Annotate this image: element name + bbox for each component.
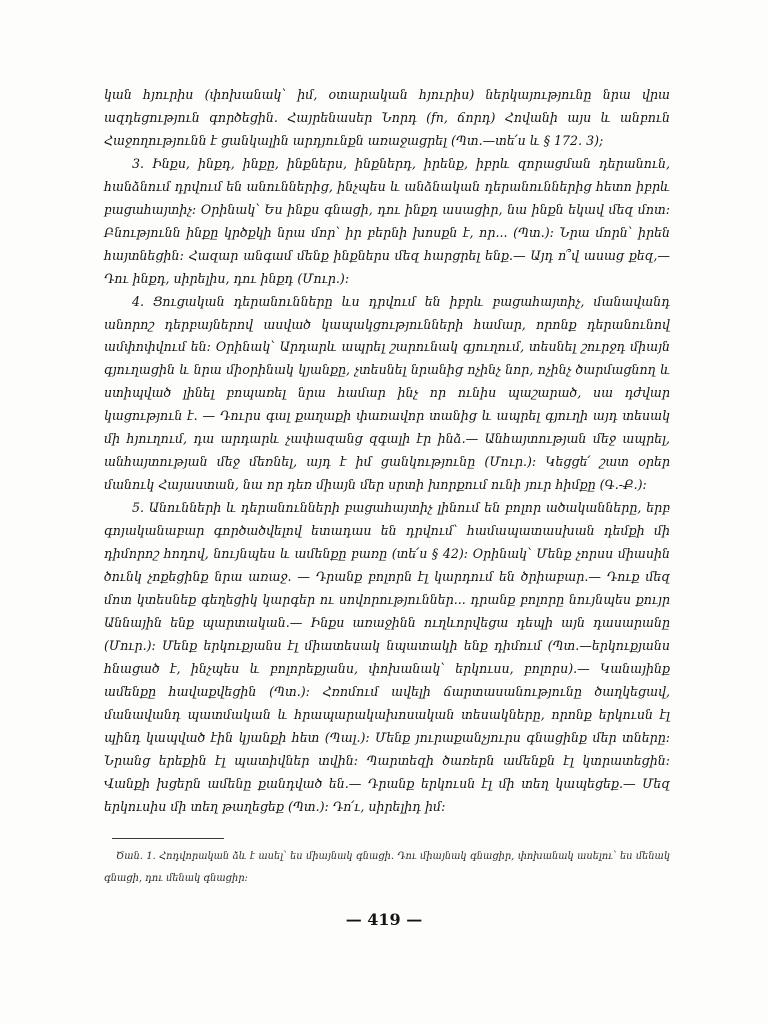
paragraph-3: 3. Ինքս, ինքդ, ինքը, ինքներս, ինքներդ, իրենք, իբրև զորացման դերանուն, հանձնում դրվում են անուններից, ինչպես և անձնական դերանուններից հետո իբրև բացահայտիչ: Օրինակ՝ Ես ինքս գնացի, դու ինքդ ասացիր, նա ինքն եկավ մեզ մոտ: Բնությունն ինքը կրծքկի նրա մոր՝ իր բերնի խոսքն է, որ... (Պտ.): Նրա մորն՝ իրեն հայտնեցին: Հազար անգամ մենք ինքներս մեզ հարցրել ենք.— Այդ ո՞վ ասաց քեզ,— Դու ինքդ, սիրելիս, դու ինքդ (Մուր.): — [104, 155, 670, 286]
paragraph-5: 5. Անունների և դերանունների բացահայտիչ լինում են բոլոր ածականները, երբ գոյականաբար գործածվելով ետադաս են դրվում՝ համապատասխան դեմքի մի դիմորոշ հոդով, նույնպես և ամենքը բառը (տե՛ս § 42): Օրինակ՝ Մենք չորսս միասին ծունկ չոքեցինք նրա առաջ. — Դրանք բոլորն էլ կարդում են ծրիաբար.— Դուք մեզ մոտ կտեսնեք գեղեցիկ կարգեր ու սովորություններ... դրանք բոլորը նույնպես քույր Աննային ենք պարտական.— Ինքս առաջինն ուղևորվեցա դեպի այն դասարանը (Մուր.): Մենք երկուքյանս էլ միատեսակ նպատակի ենք դիմում (Պտ.—երկուքյանս հնացած է, ինչպես և բոլորեքյանս, փոխանակ՝ երկուսս, բոլորս).— Կանայինք ամենքը հավաքվեցին (Պտ.): Հռոմում ավելի ճարտասանությունը ծաղկեցավ, մանավանդ պատմական և հրապարակախոսական տեսակները, որոնք երկուսն էլ պինդ կապված էին կյանքի հետ (Պալ.): Մենք յուրաքանչյուրս գնացինք մեր տները: Նրանց երեքին էլ պատիվներ տվին: Պարտեզի ծառերն ամենքն էլ կտրատեցին: Վանքի խցերն ամենը քանդված են.— Դրանք երկուսն էլ մի տեղ կապեցեք.— Մեզ երկուսիս մի տեղ թաղեցեք (Պտ.): Դո՛ւ, սիրելիդ իմ: — [104, 500, 670, 814]
footnote — [104, 846, 670, 890]
page-number: — 419 — — [345, 910, 423, 929]
footnote-divider — [112, 838, 224, 839]
paragraph-4: 4. Ցուցական դերանունները ևս դրվում են իբրև բացահայտիչ, մանավանդ անորոշ դերբայներով ասված կապակցությունների համար, որոնք դերանունով ամփոփվում են: Օրինակ՝ Արդարև ապրել շարունակ գյուղում, տեսնել շուրջդ միայն գյուղացին և նրա միօրինակ կյանքը, չտեսնել նրանից ոչինչ նոր, ոչինչ ծարմացնող և ստիպված լինել բոպառել նրա համար ինչ որ ունիս պաշարած, սա դժվար կացություն է. — Դուրս գալ քաղաքի փառավոր տանից և ապրել գյուղի այդ տեսակ մի հյուղում, դա արդարև չափազանց զգալի էր ինձ.— Անհայտության մեջ ապրել, անհայտության մեջ մեռնել, այդ է իմ ցանկությունը (Մուր.): Կեցցե՛ շատ օրեր մանուկ Հայաստան, նա որ դեռ միայն մեր սրտի խորքում ունի յուր հիմքը (Գ.-Ք.): — [104, 293, 670, 493]
footnote-text: Ծան. 1. Հոդվորական ձև է ասել՝ ես միայնակ գնացի. Դու միայնակ գնացիր, փոխանակ ասելու՝ ես մենակ գնացի, դու մենակ գնացիր: — [104, 851, 670, 884]
main-text — [104, 84, 670, 819]
paragraph-continuation: կան հյուրիս (փոխանակ՝ իմ, օտարական հյուրիս) ներկայությունը նրա վրա ազդեցություն գործեցին. Հայրենասեր Նորդ (fn, ճորդ) Հովանի այս և անբուն Հաջողությունն է ցանկալին արդյունքն առաջացրել (Պտ.—տե՛ս և § 172. 3); — [104, 87, 670, 148]
